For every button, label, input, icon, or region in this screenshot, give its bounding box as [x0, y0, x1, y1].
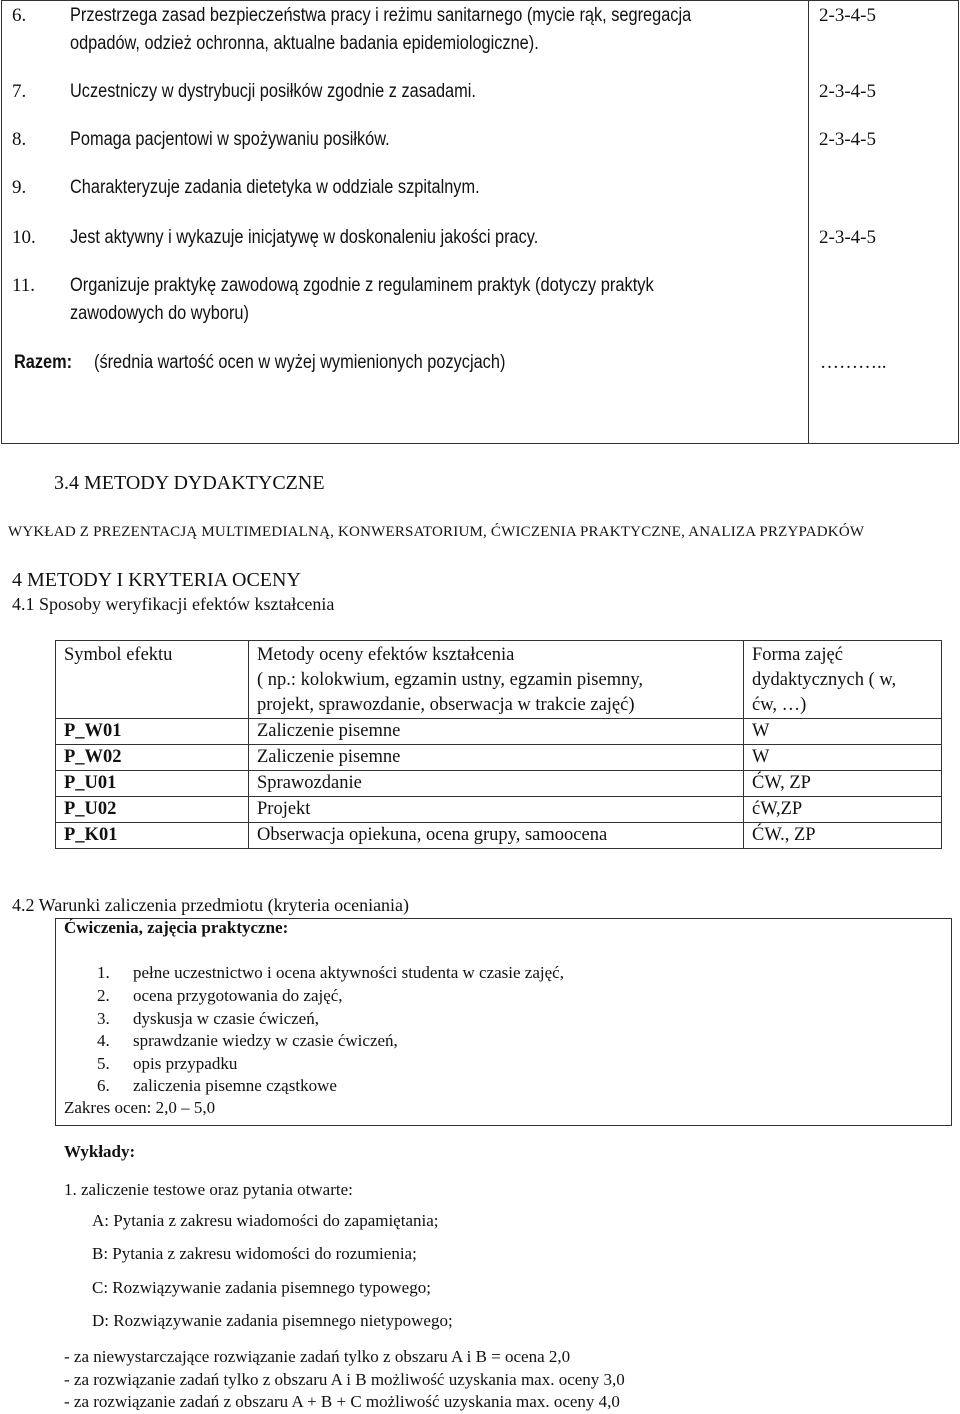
row-text-line: odpadów, odzież ochronna, aktualne badania epidemiologiczne).: [70, 33, 539, 54]
row-text-line: Uczestniczy w dystrybucji posiłków zgodnie z zasadami.: [70, 81, 476, 102]
exercises-heading: Ćwiczenia, zajęcia praktyczne:: [64, 918, 289, 937]
row-grade: 2-3-4-5: [819, 227, 876, 248]
area-item: D: Rozwiązywanie zadania pisemnego nietypowego;: [92, 1311, 453, 1330]
row-text-line: zawodowych do wyboru): [70, 303, 249, 324]
total-label: Razem:: [14, 352, 73, 373]
table-row: [56, 745, 942, 771]
row-number: 6.: [12, 5, 27, 26]
form-cell: W: [744, 745, 942, 771]
area-item: B: Pytania z zakresu widomości do rozumienia;: [92, 1244, 417, 1263]
rule-line: - za rozwiązanie zadań z obszaru A + B + C możliwość uzyskania max. oceny 4,0: [64, 1392, 620, 1411]
symbol-cell: P_W01: [56, 719, 249, 745]
teaching-methods-text: WYKŁAD Z PREZENTACJĄ MULTIMEDIALNĄ, KONWERSATORIUM, ĆWICZENIA PRAKTYCZNE, ANALIZA PRZYPADKÓW: [8, 524, 865, 540]
table-row: [56, 719, 942, 745]
row-text-line: Charakteryzuje zadania dietetyka w oddziale szpitalnym.: [70, 177, 480, 198]
row-grade: 2-3-4-5: [819, 5, 876, 26]
section-3-4-heading: 3.4 METODY DYDAKTYCZNE: [54, 472, 325, 494]
row-number: 8.: [12, 129, 27, 150]
header-symbol: Symbol efektu: [56, 641, 249, 719]
grade-range: Zakres ocen: 2,0 – 5,0: [64, 1098, 216, 1117]
row-text-line: Organizuje praktykę zawodową zgodnie z regulaminem praktyk (dotyczy praktyk: [70, 275, 654, 296]
row-text-line: Pomaga pacjentowi w spożywaniu posiłków.: [70, 129, 390, 150]
area-item: C: Rozwiązywanie zadania pisemnego typowego;: [92, 1278, 431, 1297]
form-cell: W: [744, 719, 942, 745]
row-text-line: Przestrzega zasad bezpieczeństwa pracy i reżimu sanitarnego (mycie rąk, segregacja: [70, 5, 692, 26]
column-divider: [808, 1, 809, 443]
method-cell: Obserwacja opiekuna, ocena grupy, samoocena: [249, 823, 744, 849]
header-form: Forma zajęć dydaktycznych ( w, ćw, …): [744, 641, 942, 719]
rule-line: - za niewystarczające rozwiązanie zadań tylko z obszaru A i B = ocena 2,0: [64, 1347, 571, 1366]
row-number: 7.: [12, 81, 27, 102]
row-number: 11.: [12, 275, 36, 296]
table-row: [56, 771, 942, 797]
form-cell: ćW,ZP: [744, 797, 942, 823]
method-cell: Zaliczenie pisemne: [249, 719, 744, 745]
total-value: ………..: [820, 352, 887, 373]
row-text-line: Jest aktywny i wykazuje inicjatywę w doskonaleniu jakości pracy.: [70, 227, 539, 248]
method-cell: Sprawozdanie: [249, 771, 744, 797]
lectures-heading: Wykłady:: [64, 1142, 136, 1161]
evaluation-table: [1, 0, 959, 444]
row-grade: 2-3-4-5: [819, 129, 876, 150]
table-row: [56, 823, 942, 849]
symbol-cell: P_W02: [56, 745, 249, 771]
section-4-2-heading: 4.2 Warunki zaliczenia przedmiotu (kryteria oceniania): [12, 895, 410, 915]
form-cell: ĆW, ZP: [744, 771, 942, 797]
total-description: (średnia wartość ocen w wyżej wymienionych pozycjach): [94, 352, 506, 373]
row-number: 9.: [12, 177, 27, 198]
header-methods: Metody oceny efektów kształcenia ( np.: kolokwium, egzamin ustny, egzamin pisemny, projekt, sprawozdanie, obserwacja w trakcie zajęć): [249, 641, 744, 719]
method-cell: Projekt: [249, 797, 744, 823]
rule-line: - za rozwiązanie zadań tylko z obszaru A i B możliwość uzyskania max. oceny 3,0: [64, 1370, 625, 1389]
symbol-cell: P_U02: [56, 797, 249, 823]
table-row: [56, 797, 942, 823]
table-header-row: [56, 641, 942, 719]
verification-table: [55, 640, 942, 849]
lecture-item: 1. zaliczenie testowe oraz pytania otwarte:: [64, 1180, 353, 1199]
area-item: A: Pytania z zakresu wiadomości do zapamiętania;: [92, 1211, 439, 1230]
method-cell: Zaliczenie pisemne: [249, 745, 744, 771]
section-4-heading: 4 METODY I KRYTERIA OCENY: [12, 569, 301, 591]
symbol-cell: P_K01: [56, 823, 249, 849]
symbol-cell: P_U01: [56, 771, 249, 797]
section-4-1-heading: 4.1 Sposoby weryfikacji efektów kształcenia: [12, 594, 335, 614]
row-grade: 2-3-4-5: [819, 81, 876, 102]
row-number: 10.: [12, 227, 36, 248]
form-cell: ĆW., ZP: [744, 823, 942, 849]
